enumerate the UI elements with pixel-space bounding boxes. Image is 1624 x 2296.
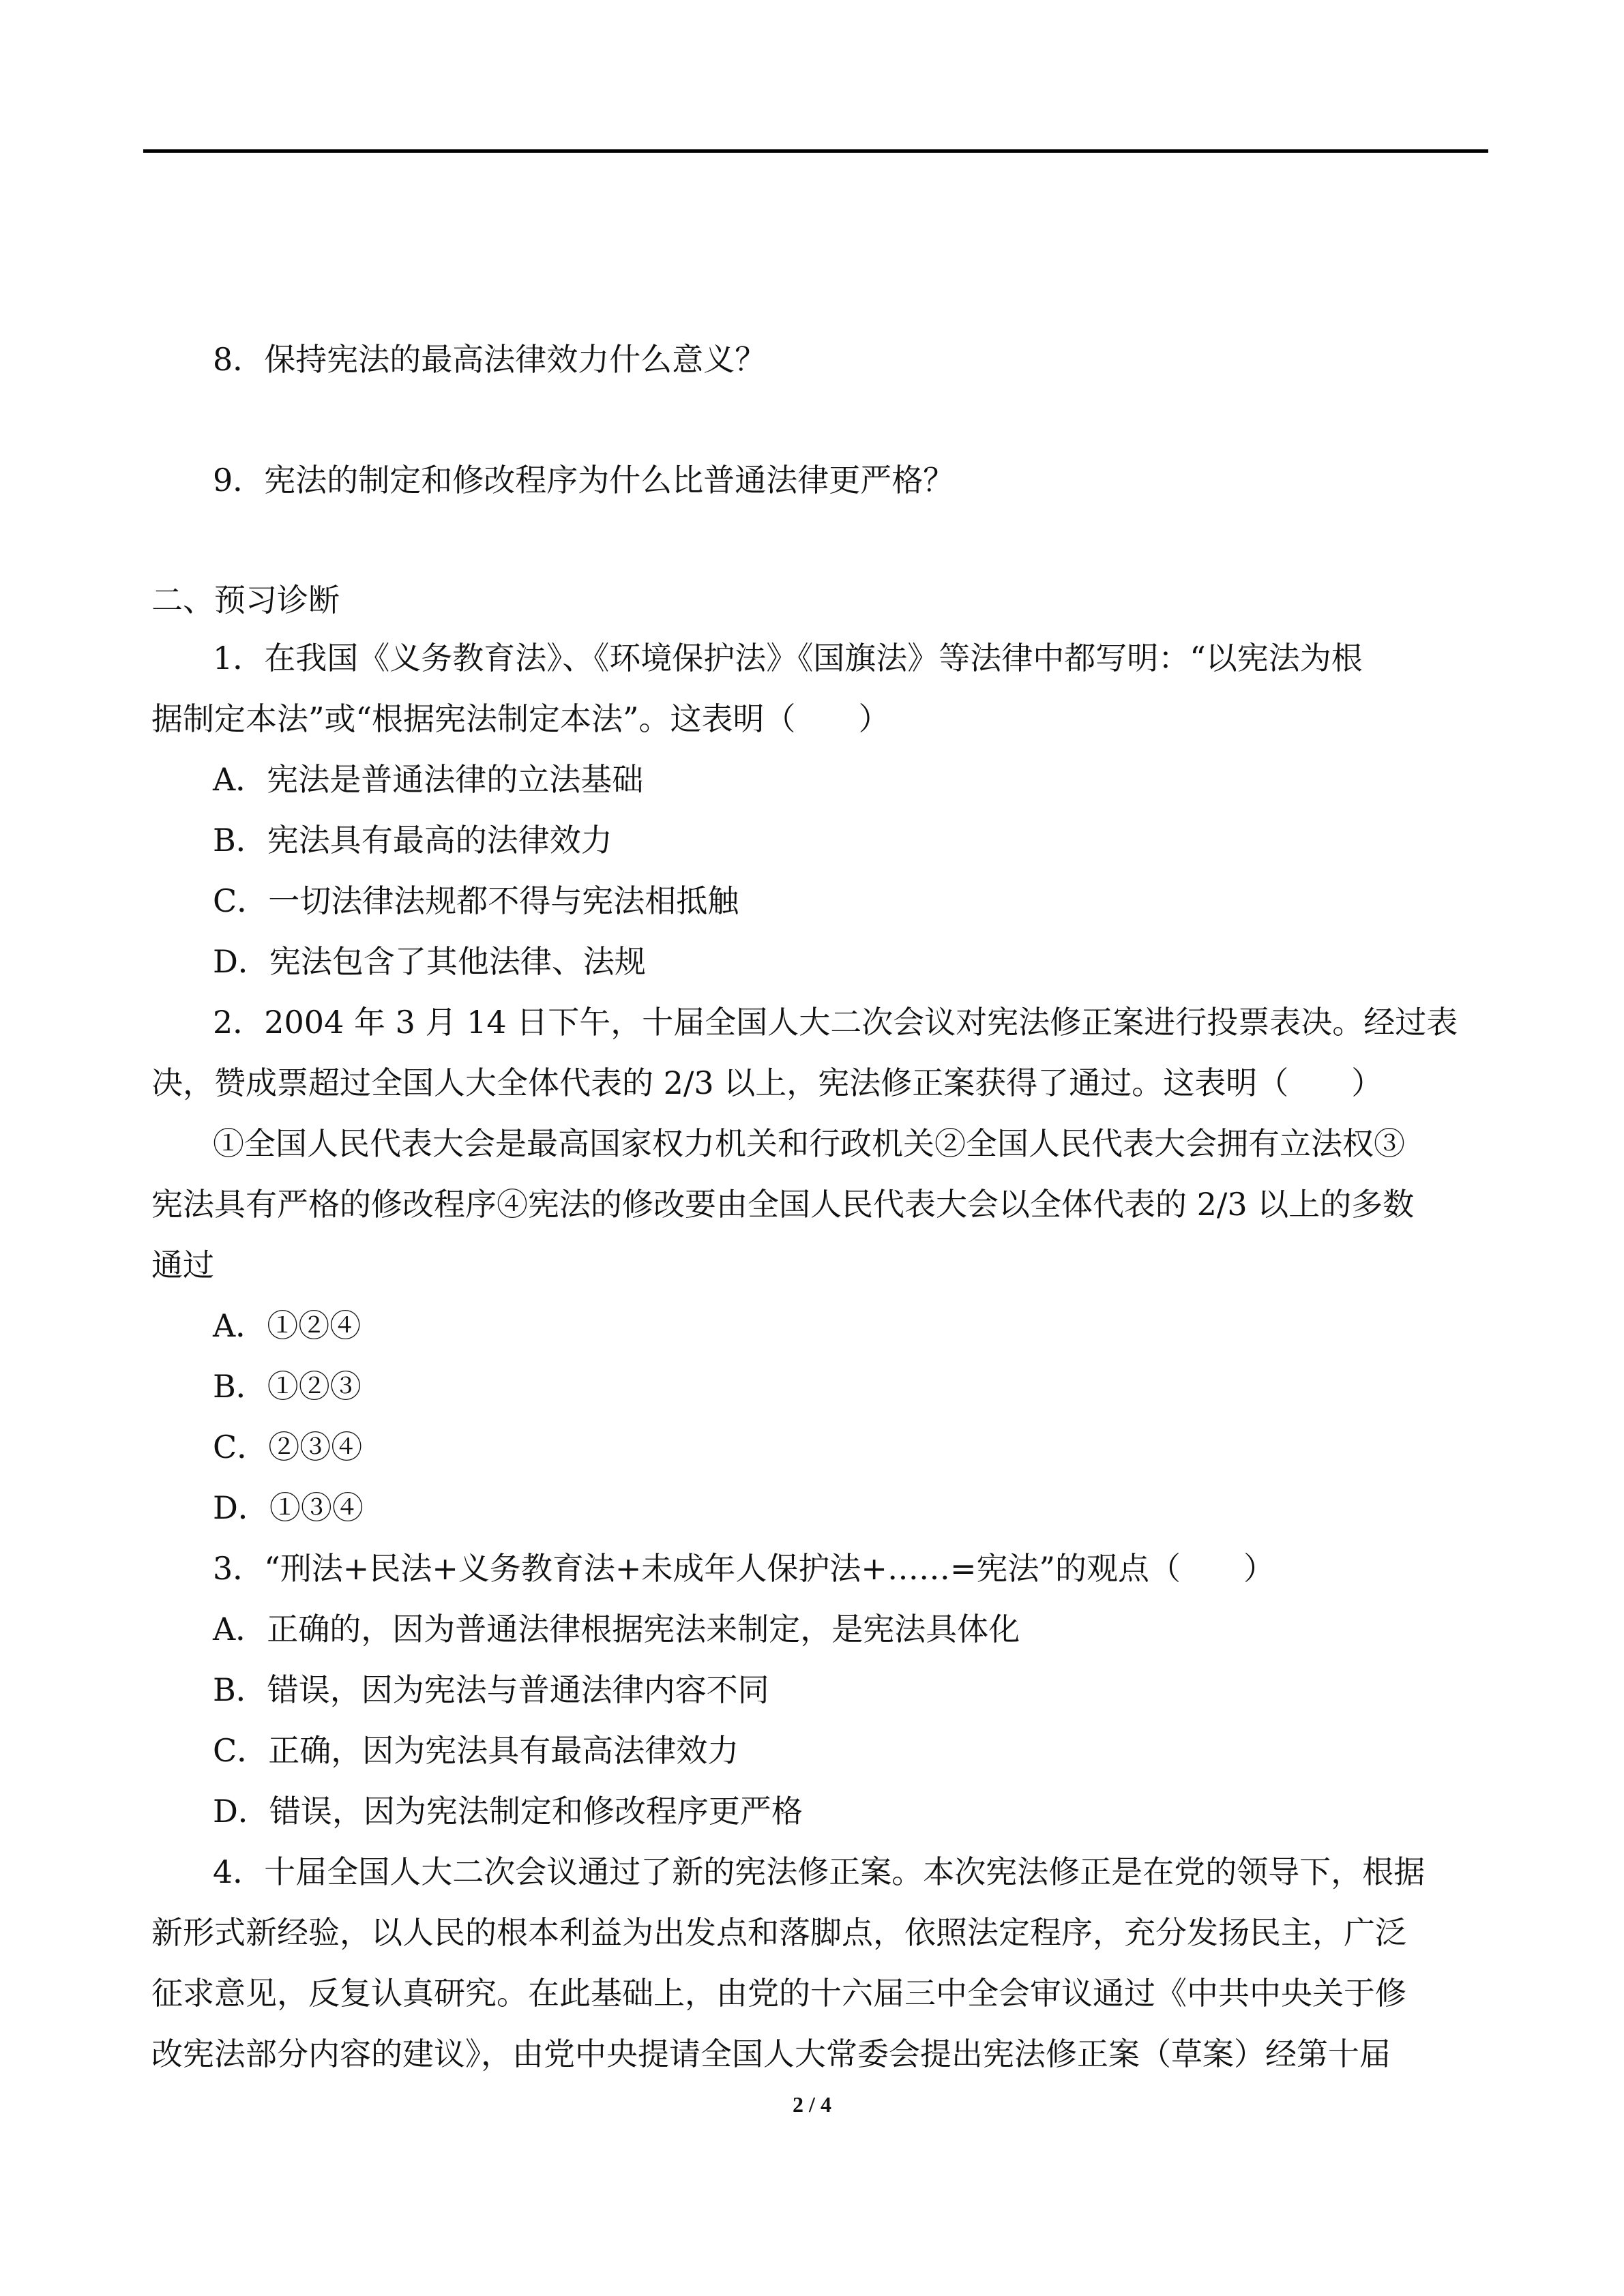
q2-option-b: B．①②③ bbox=[213, 1368, 361, 1405]
q3-stem: 3．“刑法+民法+义务教育法+未成年人保护法+……=宪法”的观点（ ） bbox=[213, 1550, 1275, 1587]
q3-option-b: B．错误，因为宪法与普通法律内容不同 bbox=[213, 1671, 769, 1708]
q2-stem-line-2: 决，赞成票超过全国人大全体代表的 2/3 以上，宪法修正案获得了通过。这表明（ ） bbox=[151, 1064, 1383, 1101]
q3-option-c: C．正确，因为宪法具有最高法律效力 bbox=[213, 1732, 739, 1769]
q3-option-a: A．正确的，因为普通法律根据宪法来制定，是宪法具体化 bbox=[213, 1611, 1020, 1648]
q2-statements-line-3: 通过 bbox=[151, 1247, 214, 1283]
q2-option-a: A．①②④ bbox=[213, 1307, 361, 1344]
question-8: 8．保持宪法的最高法律效力什么意义？ bbox=[213, 341, 767, 378]
q1-stem-line-2: 据制定本法”或“根据宪法制定本法”。这表明（ ） bbox=[151, 700, 890, 737]
q4-line-2: 新形式新经验，以人民的根本利益为出发点和落脚点，依照法定程序，充分发扬民主，广泛 bbox=[151, 1914, 1406, 1951]
q4-line-3: 征求意见，反复认真研究。在此基础上，由党的十六届三中全会审议通过《中共中央关于修 bbox=[151, 1975, 1406, 2012]
q1-option-a: A．宪法是普通法律的立法基础 bbox=[213, 761, 644, 798]
section-title: 二、预习诊断 bbox=[151, 582, 340, 618]
q1-option-d: D．宪法包含了其他法律、法规 bbox=[213, 943, 646, 980]
page-number: 2 / 4 bbox=[793, 2092, 831, 2117]
q2-option-c: C．②③④ bbox=[213, 1429, 363, 1465]
q1-option-b: B．宪法具有最高的法律效力 bbox=[213, 822, 612, 859]
q2-stem-line-1: 2．2004 年 3 月 14 日下午，十届全国人大二次会议对宪法修正案进行投票表决。经过表 bbox=[213, 1004, 1458, 1041]
q2-option-d: D．①③④ bbox=[213, 1489, 364, 1526]
header-rule bbox=[143, 149, 1488, 153]
q4-line-1: 4．十届全国人大二次会议通过了新的宪法修正案。本次宪法修正是在党的领导下，根据 bbox=[213, 1853, 1426, 1890]
q3-option-d: D．错误，因为宪法制定和修改程序更严格 bbox=[213, 1793, 803, 1830]
q2-statements-line-1: ①全国人民代表大会是最高国家权力机关和行政机关②全国人民代表大会拥有立法权③ bbox=[213, 1125, 1405, 1162]
question-9: 9．宪法的制定和修改程序为什么比普通法律更严格？ bbox=[213, 462, 955, 498]
q1-stem-line-1: 1．在我国《义务教育法》、《环境保护法》《国旗法》等法律中都写明：“以宪法为根 bbox=[213, 640, 1363, 676]
q1-option-c: C．一切法律法规都不得与宪法相抵触 bbox=[213, 882, 739, 919]
q2-statements-line-2: 宪法具有严格的修改程序④宪法的修改要由全国人民代表大会以全体代表的 2/3 以上的多数 bbox=[151, 1186, 1415, 1223]
q4-line-4: 改宪法部分内容的建议》，由党中央提请全国人大常委会提出宪法修正案（草案）经第十届 bbox=[151, 2036, 1391, 2072]
